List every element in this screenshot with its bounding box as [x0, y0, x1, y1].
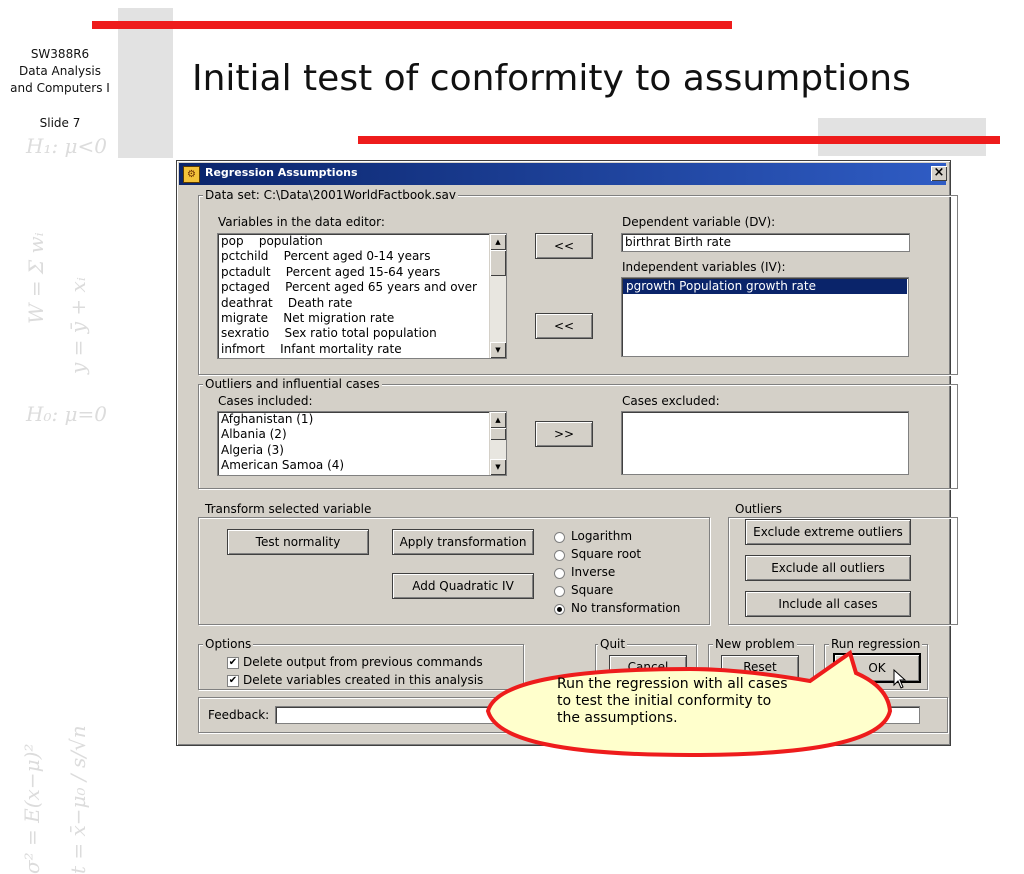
new-problem-group-label: New problem: [715, 637, 795, 651]
outliers-group-label: Outliers: [735, 502, 782, 516]
top-red-bar: [92, 21, 732, 29]
transform-group-label: Transform selected variable: [205, 502, 372, 516]
case-list-item[interactable]: Afghanistan (1): [221, 412, 314, 426]
case-list-item[interactable]: Algeria (3): [221, 442, 284, 457]
iv-item-selected[interactable]: pgrowth Population growth rate: [623, 279, 907, 294]
variable-list-item[interactable]: pctaged Percent aged 65 years and over: [221, 280, 477, 295]
cases-list: [218, 412, 506, 474]
dv-field[interactable]: birthrat Birth rate: [621, 233, 910, 252]
course-info: [0, 46, 120, 97]
exclude-cases-button[interactable]: >>: [535, 421, 593, 447]
variable-list-item[interactable]: deathrat Death rate: [221, 295, 353, 310]
scroll-down-icon[interactable]: ▼: [490, 459, 506, 475]
options-group-label: Options: [205, 637, 252, 651]
case-list-item[interactable]: Albania (2): [221, 427, 287, 442]
exclude-extreme-outliers-button[interactable]: Exclude extreme outliers: [745, 519, 911, 545]
dialog-title-bar[interactable]: [179, 163, 946, 185]
case-list-item[interactable]: American Samoa (4): [221, 458, 345, 473]
transformation-radio[interactable]: [554, 532, 565, 543]
scroll-thumb[interactable]: [490, 250, 506, 276]
scroll-up-icon[interactable]: ▲: [490, 412, 506, 428]
variable-list-item[interactable]: pctchild Percent aged 0-14 years: [221, 249, 431, 264]
dv-label: Dependent variable (DV):: [622, 215, 776, 229]
cases-group-label: Outliers and influential cases: [205, 377, 380, 391]
add-quadratic-iv-button[interactable]: Add Quadratic IV: [392, 573, 534, 599]
iv-label: Independent variables (IV):: [622, 260, 786, 274]
delete-variables-label: Delete variables created in this analysis: [243, 673, 484, 687]
delete-variables-checkbox[interactable]: ✔: [228, 675, 238, 686]
transformation-radio-label: Square: [571, 583, 614, 597]
reset-button[interactable]: Reset: [721, 655, 799, 679]
exclude-all-outliers-button[interactable]: Exclude all outliers: [745, 555, 911, 581]
dialog-title: Regression Assumptions: [205, 166, 358, 179]
transformation-radio[interactable]: [554, 550, 565, 561]
course-name: Data Analysis: [19, 64, 101, 78]
variables-label: Variables in the data editor:: [218, 215, 385, 229]
transformation-radio[interactable]: [554, 604, 565, 615]
cases-scrollbar[interactable]: [489, 412, 506, 475]
scroll-down-icon[interactable]: ▼: [490, 342, 506, 358]
slide-number: Slide 7: [39, 116, 81, 130]
move-to-dv-button[interactable]: <<: [535, 233, 593, 259]
dataset-group-label: Data set: C:\Data\2001WorldFactbook.sav: [205, 188, 456, 202]
variable-list-item[interactable]: migrate Net migration rate: [221, 310, 395, 325]
delete-output-checkbox[interactable]: ✔: [228, 657, 238, 668]
scroll-up-icon[interactable]: ▲: [490, 234, 506, 250]
course-name-2: and Computers I: [10, 81, 110, 95]
move-to-iv-button[interactable]: <<: [535, 313, 593, 339]
scroll-thumb[interactable]: [490, 428, 506, 440]
cases-included-label: Cases included:: [218, 394, 313, 408]
variable-list-item[interactable]: pop population: [221, 234, 323, 248]
cases-excluded-label: Cases excluded:: [622, 394, 720, 408]
slide-title: Initial test of conformity to assumptions: [192, 58, 911, 99]
delete-output-label: Delete output from previous commands: [243, 655, 483, 669]
cases-included-listbox[interactable]: [217, 411, 507, 476]
close-icon[interactable]: ×: [931, 166, 947, 181]
apply-transformation-button[interactable]: Apply transformation: [392, 529, 534, 555]
decorative-formula-watermark: H₁: μ<0 W = Σ wᵢ y = ȳ + xᵢ H₀: μ=0 σ² = E(x−μ)² t = x̄−μ₀ / s/√n: [20, 134, 108, 874]
cancel-button[interactable]: Cancel: [609, 655, 687, 679]
variables-scrollbar[interactable]: [489, 234, 506, 358]
variable-list-item[interactable]: pctadult Percent aged 15-64 years: [221, 264, 441, 279]
transformation-radio-label: Logarithm: [571, 529, 633, 543]
iv-listbox[interactable]: [621, 277, 909, 357]
feedback-label: Feedback:: [208, 708, 270, 722]
transformation-radio[interactable]: [554, 586, 565, 597]
transformation-radio-label: No transformation: [571, 601, 681, 615]
app-icon: ⚙: [183, 166, 200, 183]
quit-group-label: Quit: [600, 637, 626, 651]
course-code: SW388R6: [30, 47, 90, 61]
ok-button[interactable]: OK: [833, 653, 921, 683]
bottom-red-bar: [358, 136, 1000, 144]
variables-listbox[interactable]: [217, 233, 507, 359]
run-regression-group-label: Run regression: [831, 637, 921, 651]
variable-list-item[interactable]: infmort Infant mortality rate: [221, 341, 402, 356]
callout-text: Run the regression with all cases to test the initial conformity to the assumptions.: [557, 676, 788, 726]
variable-list-item[interactable]: sexratio Sex ratio total population: [221, 326, 437, 341]
test-normality-button[interactable]: Test normality: [227, 529, 369, 555]
transformation-radio[interactable]: [554, 568, 565, 579]
transformation-radio-label: Inverse: [571, 565, 616, 579]
include-all-cases-button[interactable]: Include all cases: [745, 591, 911, 617]
transformation-radio-label: Square root: [571, 547, 642, 561]
variables-list: [218, 234, 506, 357]
cases-excluded-listbox[interactable]: [621, 411, 909, 475]
left-gray-band: [118, 8, 173, 158]
